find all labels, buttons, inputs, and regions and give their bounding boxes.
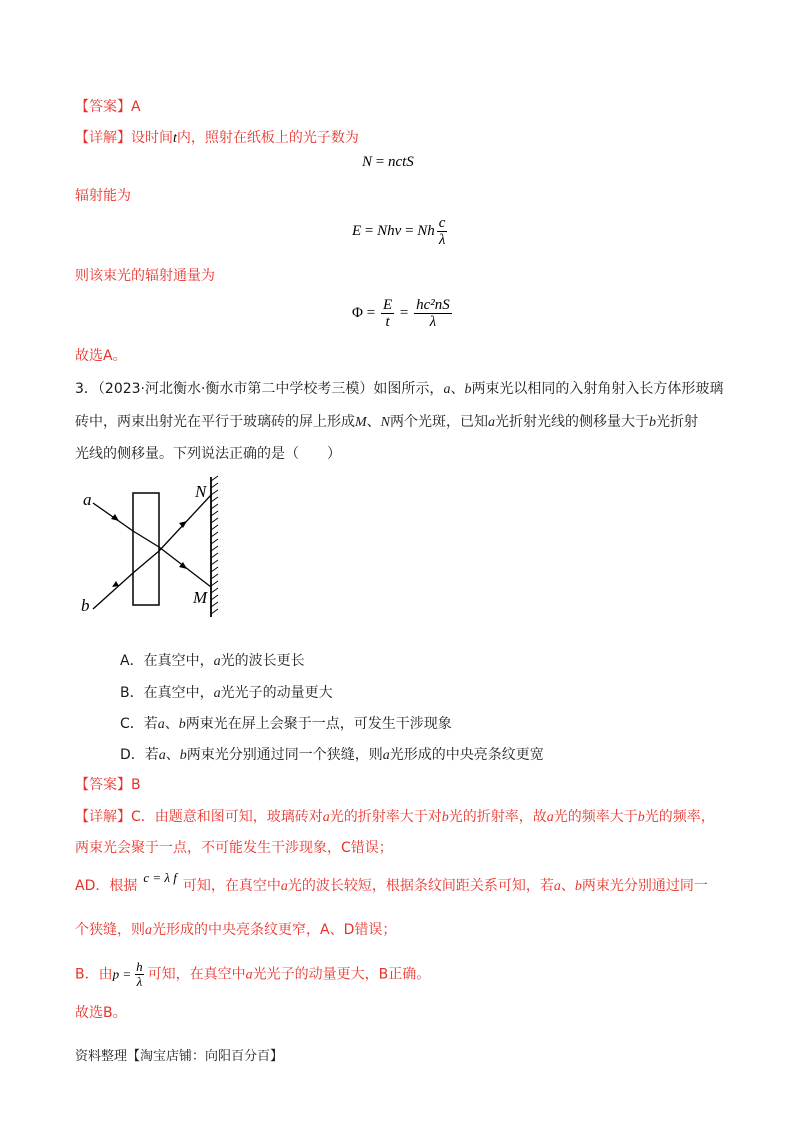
stem-text: 光折射光线的侧移量大于: [495, 414, 650, 430]
detail-text: 两束光分别通过同一: [581, 878, 708, 894]
formula-p-fraction: [135, 960, 144, 989]
var-a: a: [213, 686, 221, 701]
fraction: [381, 297, 394, 330]
glass-block: [133, 493, 159, 605]
var-M: M: [355, 415, 367, 430]
screen-hatch: [211, 476, 218, 614]
detail-label: 【详解】: [75, 130, 131, 146]
var-a: a: [322, 810, 330, 825]
label-M: M: [193, 588, 208, 607]
answer-label: 【答案】: [75, 99, 131, 115]
option-text: 光光子的动量更大: [220, 685, 333, 701]
q3-detail-line2: 两束光会聚于一点，不可能发生干涉现象，C错误；: [75, 840, 393, 856]
detail-text: B．由: [75, 966, 113, 983]
eq-energy: E = Nhν = Nh $\frac{c}{\lambda}$: [352, 215, 446, 248]
q2-detail: [75, 128, 359, 149]
var-a: a: [157, 717, 165, 732]
option-text: 光形成的中央亮条纹更宽: [389, 747, 544, 763]
q2-flux-label: 则该束光的辐射通量为: [75, 268, 215, 284]
ray-a-inside: [133, 531, 159, 547]
q3-stem-line2: [75, 412, 698, 433]
detail-text: AD．根据: [75, 878, 138, 894]
var-N: N: [380, 415, 391, 430]
stem-text: 光折射: [656, 414, 699, 430]
var-a: a: [245, 967, 253, 983]
eq-mid: Nhν: [377, 222, 402, 239]
var-a: a: [443, 382, 451, 397]
option-text: B．在真空中，: [120, 685, 214, 701]
option-text: D．若: [120, 747, 159, 763]
label-a: a: [83, 490, 92, 509]
q2-conclusion: 故选A。: [75, 348, 127, 364]
detail-text: 光的波长较短，根据条纹间距关系可知，若: [287, 878, 554, 894]
label-N: N: [195, 482, 207, 501]
q3-detail-b: [75, 960, 430, 989]
q3-detail-line1: [75, 807, 715, 828]
var-b: b: [637, 810, 645, 825]
separator: 、: [165, 747, 180, 763]
q3-stem-line1: [75, 379, 723, 400]
detail-text: 可知，在真空中: [147, 966, 246, 983]
eq-lhs: Φ: [352, 304, 363, 321]
eq-rhs: nctS: [387, 154, 414, 170]
eq-flux: Φ = $\frac{E}{t}$ = $\frac{\text{hc²nS}}{\lambda}$: [352, 297, 450, 330]
eq-rhs: Nh: [417, 222, 435, 239]
detail-text: 光的折射率，故: [448, 809, 547, 825]
option-A: [120, 651, 305, 672]
detail-text: 光的频率，: [644, 809, 715, 825]
answer-value: A: [131, 99, 141, 115]
var-a: a: [213, 654, 221, 669]
answer-label: 【答案】: [75, 777, 131, 793]
arrow-b-out: [179, 521, 187, 528]
var-a: a: [158, 748, 166, 763]
numerator: E: [382, 297, 393, 313]
numerator: h: [136, 959, 143, 974]
var-b: b: [179, 748, 187, 763]
denominator: λ: [438, 232, 446, 248]
option-text: 两束光分别通过同一个狭缝，则: [186, 747, 383, 763]
var-b: b: [178, 717, 186, 732]
denominator: t: [385, 314, 390, 330]
formula-c-lambda-f: c = λ f: [143, 870, 177, 885]
detail-label: 【详解】: [75, 809, 131, 825]
option-B: [120, 683, 333, 704]
stem-text: 砖中，两束出射光在平行于玻璃砖的屏上形成: [75, 414, 355, 430]
var-a: a: [488, 415, 496, 430]
option-text: A．在真空中，: [120, 653, 214, 669]
option-text: 光的波长更长: [220, 653, 305, 669]
detail-text: 光形成的中央亮条纹更窄，A、D错误；: [152, 922, 397, 938]
var-a: a: [145, 923, 152, 938]
eq-lhs: E: [352, 222, 362, 239]
var-a: a: [382, 748, 390, 763]
numerator: c: [438, 215, 446, 231]
denominator: λ: [136, 974, 143, 989]
option-C: [120, 714, 452, 735]
var-b: b: [441, 810, 449, 825]
ray-b-incident: [93, 573, 133, 609]
stem-text: 两束光以相同的入射角射入长方体形玻璃: [471, 381, 724, 397]
stem-text: 3．（2023·河北衡水·衡水市第二中学校考三模）如图所示，: [75, 381, 444, 397]
answer-value: B: [131, 777, 141, 793]
detail-text: 光光子的动量更大，B正确。: [252, 966, 431, 983]
eq-photon-count: N = nctS: [362, 154, 414, 170]
detail-text: 可知，在真空中: [182, 878, 281, 894]
numerator: hc²nS: [416, 297, 450, 313]
q2-answer: [75, 97, 141, 117]
option-text: C．若: [120, 716, 158, 732]
detail-text: 个狭缝，则: [75, 922, 145, 938]
separator: 、: [450, 381, 465, 397]
q3-conclusion: 故选B。: [75, 1005, 127, 1021]
fraction: [414, 297, 452, 330]
var-b: b: [574, 879, 582, 894]
var-b: b: [649, 415, 657, 430]
var-a: a: [280, 879, 288, 894]
separator: 、: [366, 414, 381, 430]
q2-energy-label: 辐射能为: [75, 188, 131, 204]
label-b: b: [81, 596, 90, 615]
detail-text: 光的折射率大于对: [329, 809, 442, 825]
arrow-b: [112, 581, 119, 587]
detail-text: 设时间: [131, 130, 173, 146]
separator: 、: [164, 716, 179, 732]
detail-text: 内，照射在纸板上的光子数为: [176, 130, 359, 146]
option-D: [120, 745, 544, 766]
var-b: b: [464, 382, 472, 397]
fraction: [437, 215, 448, 248]
var-a: a: [546, 810, 554, 825]
option-text: 两束光在屏上会聚于一点，可发生干涉现象: [185, 716, 452, 732]
var-t: t: [173, 131, 177, 146]
q3-detail-ad-line2: [75, 920, 396, 941]
arrow-a: [111, 514, 119, 521]
refraction-diagram: [75, 475, 235, 629]
detail-text: C．由题意和图可知，玻璃砖对: [131, 809, 323, 825]
q3-stem-line3: 光线的侧移量。下列说法正确的是（ ）: [75, 446, 341, 462]
stem-text: 两个光斑，已知: [390, 414, 489, 430]
detail-text: 光的频率大于: [553, 809, 638, 825]
footer-credit: 资料整理【淘宝店铺：向阳百分百】: [75, 1049, 284, 1064]
var-a: a: [553, 879, 561, 894]
q3-answer: [75, 775, 141, 795]
diagram-svg: [75, 475, 235, 625]
separator: 、: [560, 878, 575, 894]
formula-p-lhs: p =: [112, 966, 132, 982]
eq-lhs: N: [362, 154, 373, 170]
ray-b-inside: [133, 551, 159, 573]
denominator: λ: [429, 314, 437, 330]
q3-detail-ad-line1: [75, 870, 708, 897]
